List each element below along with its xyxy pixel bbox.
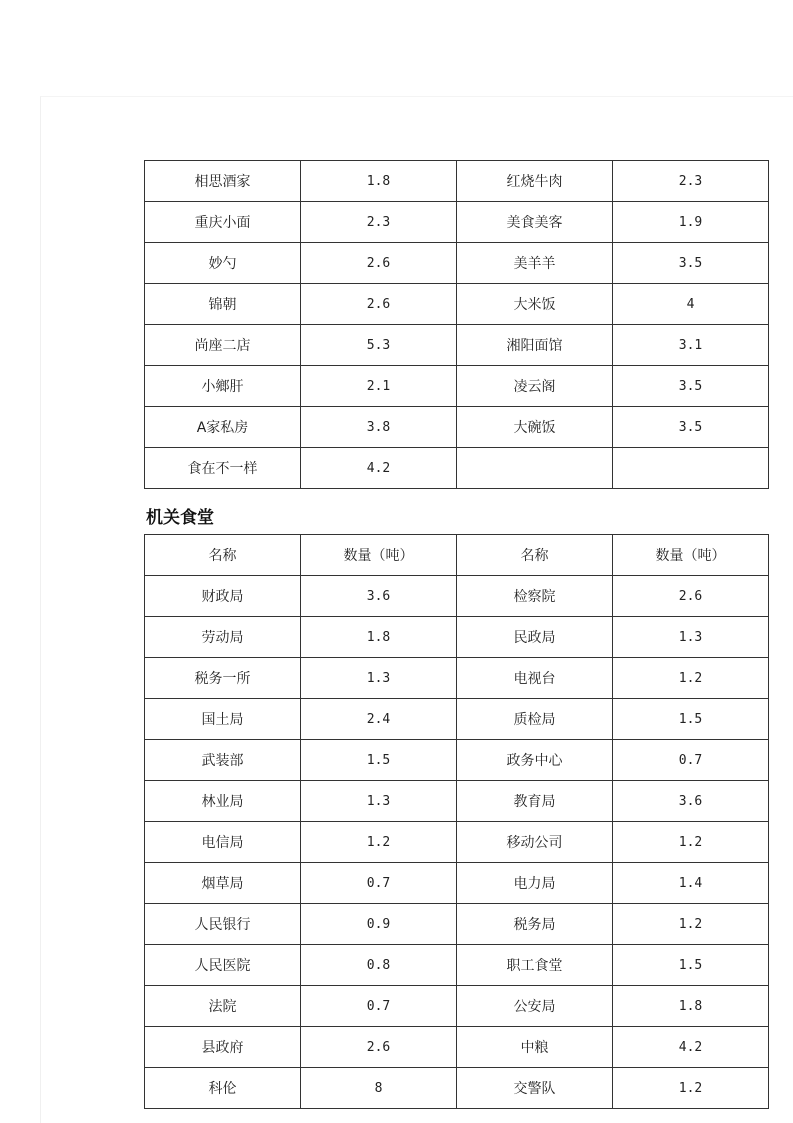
cell-name-1: 尚座二店 (145, 325, 301, 366)
cell-name-1: 林业局 (145, 781, 301, 822)
cell-name-2: 美羊羊 (457, 243, 613, 284)
cell-quantity-1: 2.6 (301, 284, 457, 325)
table-row (145, 986, 769, 1027)
table-row (145, 658, 769, 699)
cell-quantity-2: 4.2 (613, 1027, 769, 1068)
table-row (145, 1027, 769, 1068)
cell-name-2: 职工食堂 (457, 945, 613, 986)
cell-name-2: 公安局 (457, 986, 613, 1027)
cell-name-2: 交警队 (457, 1068, 613, 1109)
cell-quantity-2: 1.2 (613, 658, 769, 699)
cell-name-1: 劳动局 (145, 617, 301, 658)
table-row (145, 576, 769, 617)
table-row (145, 699, 769, 740)
table-row (145, 822, 769, 863)
cell-quantity-1: 2.4 (301, 699, 457, 740)
cell-quantity-2: 1.5 (613, 699, 769, 740)
cell-quantity-2: 1.9 (613, 202, 769, 243)
cell-quantity-2: 3.5 (613, 243, 769, 284)
canteen-waste-table (144, 534, 769, 1109)
table-row (145, 161, 769, 202)
cell-name-1: 县政府 (145, 1027, 301, 1068)
cell-name-1: 电信局 (145, 822, 301, 863)
cell-quantity-2: 3.5 (613, 407, 769, 448)
cell-name-1: 相思酒家 (145, 161, 301, 202)
cell-name-2: 大碗饭 (457, 407, 613, 448)
cell-name-2: 美食美客 (457, 202, 613, 243)
cell-quantity-2: 2.6 (613, 576, 769, 617)
cell-quantity-1: 3.6 (301, 576, 457, 617)
cell-quantity-1: 1.8 (301, 617, 457, 658)
cell-quantity-2: 0.7 (613, 740, 769, 781)
cell-quantity-1: 1.5 (301, 740, 457, 781)
header-quantity-1: 数量（吨） (301, 535, 457, 576)
table-row (145, 740, 769, 781)
cell-name-1: 国土局 (145, 699, 301, 740)
cell-quantity-2: 2.3 (613, 161, 769, 202)
cell-name-2: 检察院 (457, 576, 613, 617)
cell-quantity-1: 1.3 (301, 781, 457, 822)
cell-quantity-1: 1.8 (301, 161, 457, 202)
cell-quantity-1: 1.3 (301, 658, 457, 699)
cell-name-1: 小鄉肝 (145, 366, 301, 407)
cell-name-1: 科伦 (145, 1068, 301, 1109)
cell-quantity-1: 8 (301, 1068, 457, 1109)
cell-name-2 (457, 448, 613, 489)
cell-name-1: 妙勺 (145, 243, 301, 284)
table-row (145, 904, 769, 945)
cell-name-1: 重庆小面 (145, 202, 301, 243)
cell-name-2: 中粮 (457, 1027, 613, 1068)
cell-quantity-2: 3.5 (613, 366, 769, 407)
cell-quantity-1: 0.8 (301, 945, 457, 986)
cell-name-1: 烟草局 (145, 863, 301, 904)
cell-name-2: 湘阳面馆 (457, 325, 613, 366)
section-title: 机关食堂 (146, 508, 214, 528)
table-row (145, 366, 769, 407)
cell-name-1: 财政局 (145, 576, 301, 617)
cell-name-2: 税务局 (457, 904, 613, 945)
header-quantity-2: 数量（吨） (613, 535, 769, 576)
table-row (145, 863, 769, 904)
table-row (145, 243, 769, 284)
cell-quantity-2: 1.2 (613, 904, 769, 945)
cell-name-1: 法院 (145, 986, 301, 1027)
table-header-row (145, 535, 769, 576)
cell-name-1: 人民医院 (145, 945, 301, 986)
cell-name-2: 教育局 (457, 781, 613, 822)
cell-name-1: 人民银行 (145, 904, 301, 945)
table-row (145, 202, 769, 243)
cell-quantity-1: 3.8 (301, 407, 457, 448)
cell-name-2: 电力局 (457, 863, 613, 904)
cell-name-2: 凌云阁 (457, 366, 613, 407)
cell-quantity-2: 4 (613, 284, 769, 325)
cell-quantity-1: 0.7 (301, 986, 457, 1027)
cell-name-2: 大米饭 (457, 284, 613, 325)
cell-quantity-1: 1.2 (301, 822, 457, 863)
cell-name-1: A家私房 (145, 407, 301, 448)
cell-quantity-1: 2.3 (301, 202, 457, 243)
cell-quantity-2: 1.4 (613, 863, 769, 904)
cell-quantity-2: 3.6 (613, 781, 769, 822)
cell-quantity-1: 4.2 (301, 448, 457, 489)
table-row (145, 284, 769, 325)
cell-quantity-1: 5.3 (301, 325, 457, 366)
cell-quantity-2: 1.3 (613, 617, 769, 658)
cell-name-2: 政务中心 (457, 740, 613, 781)
cell-quantity-1: 0.9 (301, 904, 457, 945)
table-row (145, 325, 769, 366)
cell-name-1: 食在不一样 (145, 448, 301, 489)
cell-name-2: 质检局 (457, 699, 613, 740)
table-row (145, 1068, 769, 1109)
cell-name-1: 税务一所 (145, 658, 301, 699)
cell-name-2: 电视台 (457, 658, 613, 699)
header-name-2: 名称 (457, 535, 613, 576)
table-row (145, 617, 769, 658)
cell-quantity-1: 2.6 (301, 1027, 457, 1068)
cell-name-1: 武装部 (145, 740, 301, 781)
cell-name-2: 民政局 (457, 617, 613, 658)
cell-quantity-1: 0.7 (301, 863, 457, 904)
table-row (145, 781, 769, 822)
header-name-1: 名称 (145, 535, 301, 576)
cell-quantity-1: 2.1 (301, 366, 457, 407)
cell-name-1: 锦朝 (145, 284, 301, 325)
cell-quantity-2: 1.5 (613, 945, 769, 986)
cell-name-2: 红烧牛肉 (457, 161, 613, 202)
table-row (145, 448, 769, 489)
cell-quantity-2: 1.8 (613, 986, 769, 1027)
cell-quantity-2: 1.2 (613, 1068, 769, 1109)
cell-quantity-1: 2.6 (301, 243, 457, 284)
table-row (145, 945, 769, 986)
cell-quantity-2: 1.2 (613, 822, 769, 863)
cell-quantity-2 (613, 448, 769, 489)
cell-quantity-2: 3.1 (613, 325, 769, 366)
restaurant-waste-table (144, 160, 769, 489)
table-row (145, 407, 769, 448)
cell-name-2: 移动公司 (457, 822, 613, 863)
